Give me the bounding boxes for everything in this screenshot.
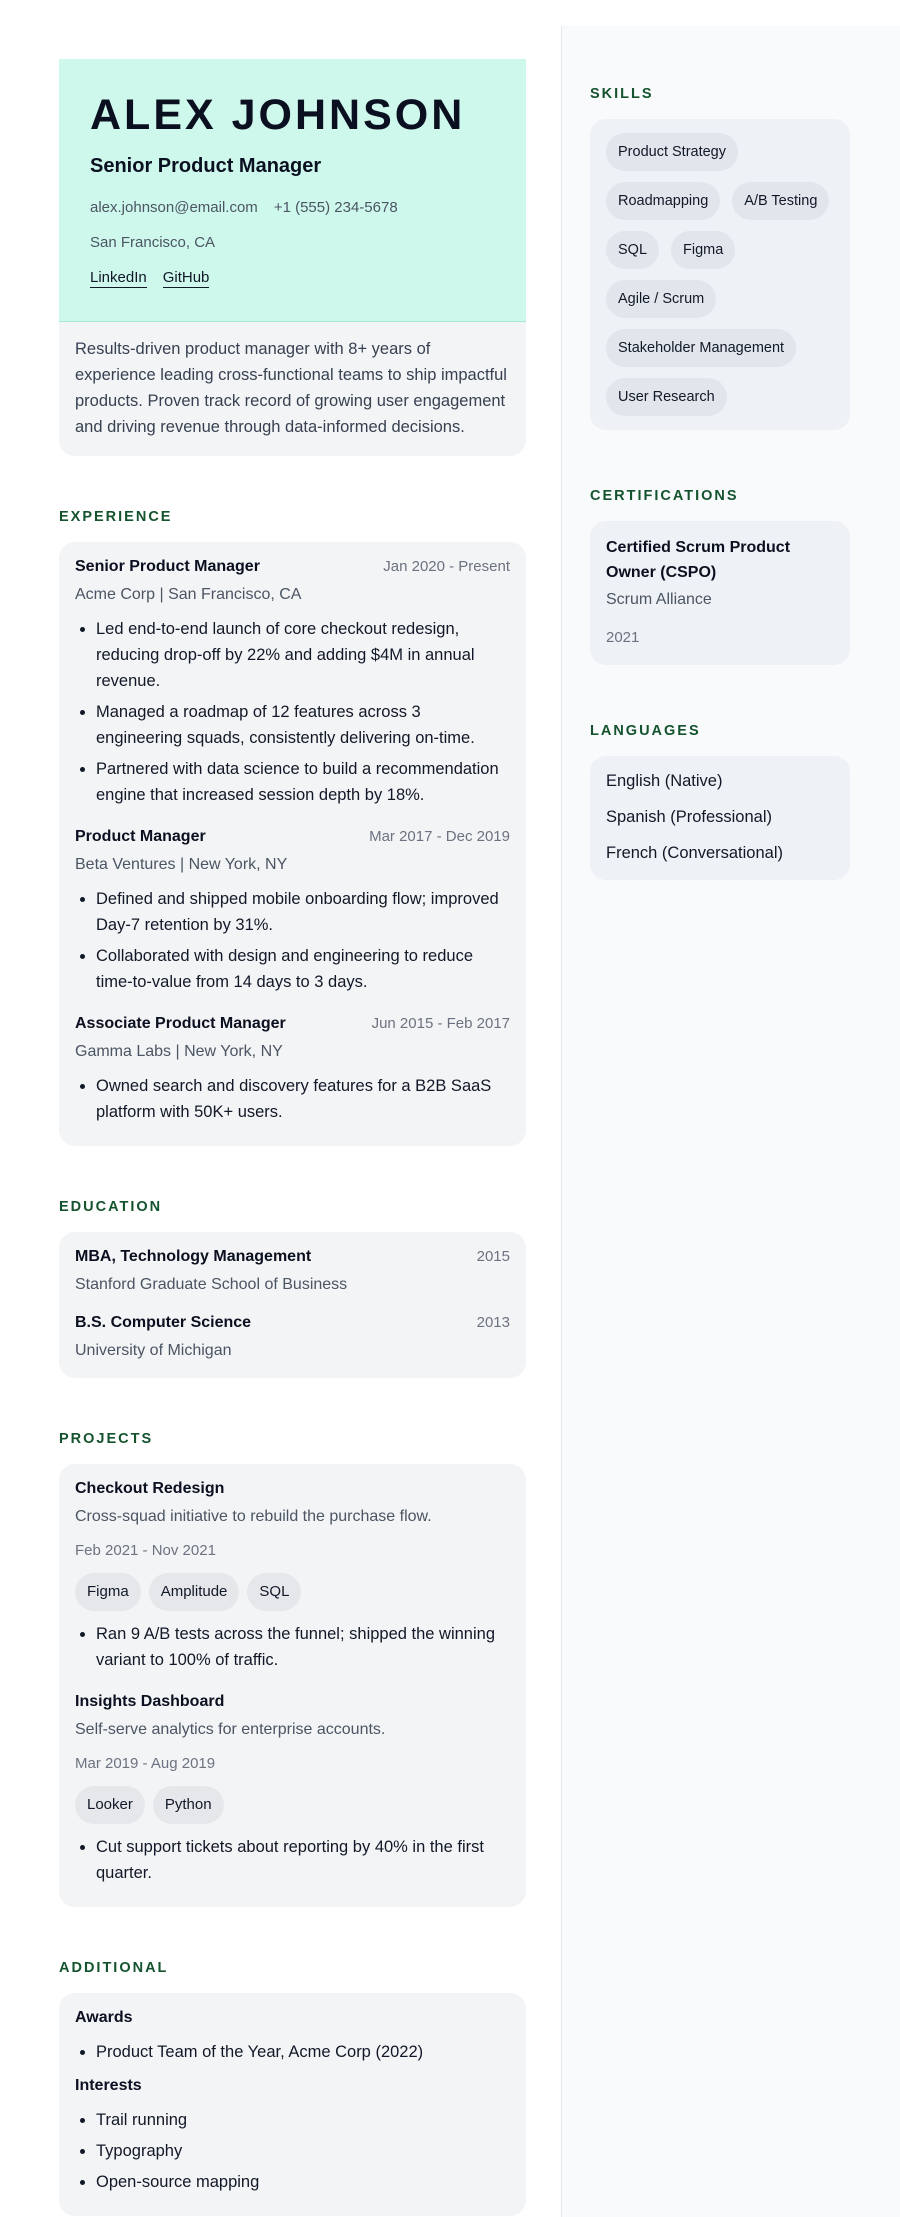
certification-org: Scrum Alliance <box>606 591 712 608</box>
language-item: English (Native) <box>606 772 723 790</box>
skill-chip: User Research <box>606 378 727 416</box>
profile-links <box>90 267 496 289</box>
job-bullet: • Managed a roadmap of 12 features across 3 engineering squads, consistently delivering on-time. <box>96 699 510 751</box>
languages-block <box>590 722 850 880</box>
sidebar-column <box>590 59 850 880</box>
job-title: Product Manager <box>75 828 206 845</box>
project-tag: Looker <box>75 1786 145 1824</box>
certifications-heading: CERTIFICATIONS <box>590 488 739 504</box>
job-bullet: • Defined and shipped mobile onboarding flow; improved Day-7 retention by 31%. <box>96 886 510 938</box>
summary-text: Results-driven product manager with 8+ years of experience leading cross-functional teams to ship impactful products. Proven track record of growing user engagement and driving revenue through data-informed decisions. <box>59 322 526 456</box>
job-entry <box>75 556 510 808</box>
job-org: Beta Ventures | New York, NY <box>75 856 288 873</box>
job-bullet: • Partnered with data science to build a recommendation engine that increased session depth by 18%. <box>96 756 510 808</box>
awards-heading: Awards <box>75 2009 133 2026</box>
project-description: Cross-squad initiative to rebuild the purchase flow. <box>75 1508 432 1525</box>
full-name: ALEX JOHNSON <box>90 91 466 139</box>
job-org: Gamma Labs | New York, NY <box>75 1043 283 1060</box>
additional-card <box>59 1993 526 2216</box>
education-card <box>59 1232 526 1378</box>
awards-list <box>75 2039 510 2065</box>
skills-heading: SKILLS <box>590 86 654 102</box>
job-dates: Mar 2017 - Dec 2019 <box>369 828 510 845</box>
skill-chip: Figma <box>671 231 735 269</box>
projects-card <box>59 1464 526 1907</box>
project-bullets <box>75 1621 510 1673</box>
project-bullet: • Cut support tickets about reporting by 40% in the first quarter. <box>96 1834 510 1886</box>
school-name: University of Michigan <box>75 1342 232 1359</box>
github-link[interactable]: GitHub <box>162 269 210 286</box>
job-entry <box>75 1013 510 1125</box>
certifications-block <box>590 487 850 665</box>
interests-heading: Interests <box>75 2077 142 2094</box>
interest-item: • Trail running <box>96 2107 510 2133</box>
job-bullet: • Owned search and discovery features for a B2B SaaS platform with 50K+ users. <box>96 1073 510 1125</box>
job-dates: Jun 2015 - Feb 2017 <box>371 1015 510 1032</box>
language-item: French (Conversational) <box>606 844 783 862</box>
project-dates: Mar 2019 - Aug 2019 <box>75 1755 216 1772</box>
project-entry <box>75 1478 510 1673</box>
job-bullets <box>75 1073 510 1125</box>
education-heading: EDUCATION <box>59 1199 163 1215</box>
linkedin-link[interactable]: LinkedIn <box>90 269 147 286</box>
education-entry <box>75 1312 510 1362</box>
certification-year: 2021 <box>606 629 640 646</box>
interest-item: • Typography <box>96 2138 510 2164</box>
project-tag: Amplitude <box>149 1573 240 1611</box>
languages-card <box>590 756 850 880</box>
project-tag: SQL <box>247 1573 301 1611</box>
project-name: Insights Dashboard <box>75 1693 225 1710</box>
project-name: Checkout Redesign <box>75 1480 225 1497</box>
certification-card <box>590 521 850 665</box>
job-title: Senior Product Manager <box>75 558 260 575</box>
skill-chip: Roadmapping <box>606 182 720 220</box>
project-bullets <box>75 1834 510 1886</box>
skill-chip: Agile / Scrum <box>606 280 716 318</box>
language-item: Spanish (Professional) <box>606 808 772 826</box>
languages-heading: LANGUAGES <box>590 723 701 739</box>
job-entry <box>75 826 510 995</box>
award-item: • Product Team of the Year, Acme Corp (2022) <box>96 2039 510 2065</box>
email-text: alex.johnson@email.com <box>90 199 258 216</box>
education-entry <box>75 1246 510 1296</box>
job-org: Acme Corp | San Francisco, CA <box>75 586 302 603</box>
job-bullet: • Led end-to-end launch of core checkout redesign, reducing drop-off by 22% and adding $4M in annual revenue. <box>96 616 510 694</box>
phone-text: +1 (555) 234-5678 <box>273 199 398 216</box>
interest-item: • Open-source mapping <box>96 2169 510 2195</box>
certification-name: Certified Scrum Product Owner (CSPO) <box>606 539 791 581</box>
job-bullets <box>75 886 510 995</box>
experience-heading: EXPERIENCE <box>59 509 173 525</box>
skill-chip: Stakeholder Management <box>606 329 796 367</box>
interests-list <box>75 2107 510 2195</box>
experience-card <box>59 542 526 1146</box>
additional-heading: ADDITIONAL <box>59 1960 169 1976</box>
project-dates: Feb 2021 - Nov 2021 <box>75 1542 216 1559</box>
job-bullet: • Collaborated with design and engineering to reduce time-to-value from 14 days to 3 days. <box>96 943 510 995</box>
degree-year: 2013 <box>476 1314 510 1331</box>
project-description: Self-serve analytics for enterprise accounts. <box>75 1721 386 1738</box>
contact-row <box>90 197 496 219</box>
skills-block <box>590 85 850 430</box>
project-tags <box>75 1573 510 1611</box>
resume-header <box>59 59 526 322</box>
project-entry <box>75 1691 510 1886</box>
skills-card <box>590 119 850 430</box>
skill-chip: SQL <box>606 231 659 269</box>
location-text: San Francisco, CA <box>90 234 216 251</box>
project-tag: Python <box>153 1786 224 1824</box>
project-tag: Figma <box>75 1573 141 1611</box>
school-name: Stanford Graduate School of Business <box>75 1276 348 1293</box>
degree-title: MBA, Technology Management <box>75 1248 312 1265</box>
job-bullets <box>75 616 510 808</box>
project-bullet: • Ran 9 A/B tests across the funnel; shipped the winning variant to 100% of traffic. <box>96 1621 510 1673</box>
skill-chip: Product Strategy <box>606 133 738 171</box>
project-tags <box>75 1786 510 1824</box>
skill-chip: A/B Testing <box>732 182 829 220</box>
job-role: Senior Product Manager <box>90 155 322 177</box>
degree-year: 2015 <box>476 1248 510 1265</box>
degree-title: B.S. Computer Science <box>75 1314 252 1331</box>
job-dates: Jan 2020 - Present <box>383 558 510 575</box>
job-title: Associate Product Manager <box>75 1015 286 1032</box>
main-column <box>59 59 526 2216</box>
projects-heading: PROJECTS <box>59 1431 154 1447</box>
